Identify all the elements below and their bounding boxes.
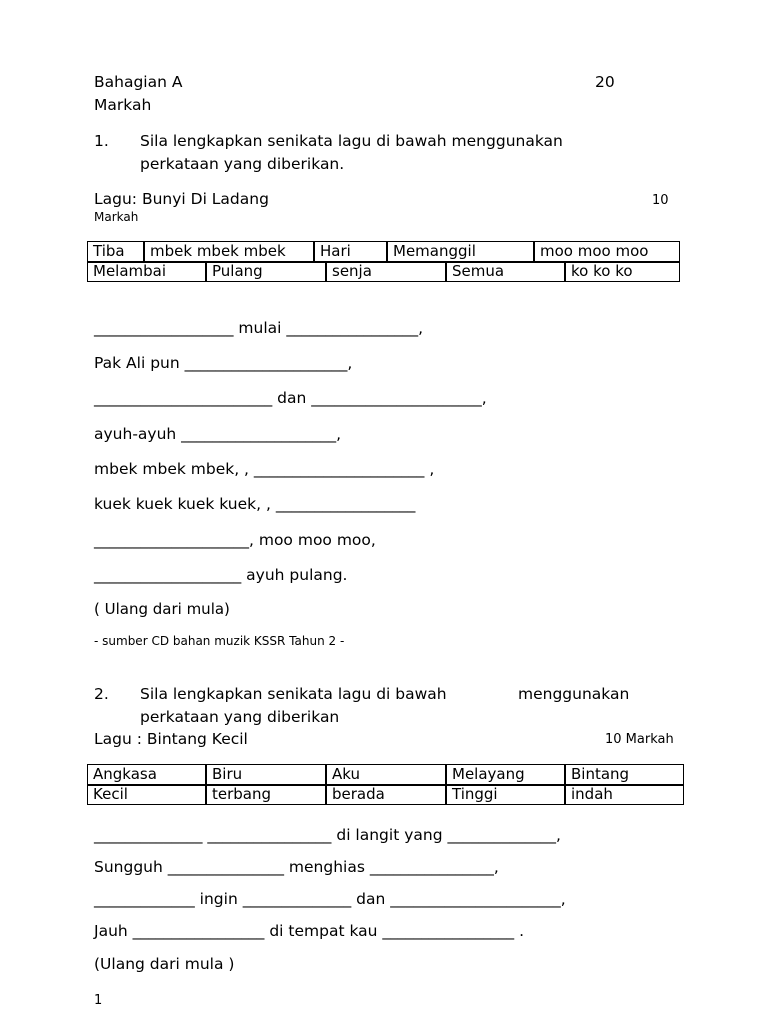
q1-marks-value: 10 [652, 193, 669, 208]
q1-instruction-line1: Sila lengkapkan senikata lagu di bawah menggunakan [140, 132, 563, 150]
q2-word-table [87, 764, 684, 805]
q1-instruction-line2: perkataan yang diberikan. [140, 155, 345, 173]
q1-repeat-note: ( Ulang dari mula) [94, 600, 230, 618]
q1-marks-label: Markah [94, 210, 139, 224]
q1-lyric-line[interactable]: ____________________, moo moo moo, [94, 531, 376, 549]
q2-word-cell: indah [571, 785, 613, 803]
q1-lyric-line[interactable]: Pak Ali pun _____________________, [94, 354, 353, 372]
q1-word-cell: moo moo moo [540, 242, 649, 260]
q2-instruction-line2: perkataan yang diberikan [140, 708, 340, 726]
q1-source-note: - sumber CD bahan muzik KSSR Tahun 2 - [94, 634, 345, 648]
q2-lyric-line[interactable]: Sungguh _______________ menghias ________________, [94, 858, 499, 876]
q2-marks: 10 Markah [605, 732, 674, 747]
q1-number: 1. [94, 132, 109, 150]
q1-lyric-line[interactable]: ___________________ ayuh pulang. [94, 566, 348, 584]
section-marks-value: 20 [595, 73, 615, 91]
q2-repeat-note: (Ulang dari mula ) [94, 955, 235, 973]
q2-lyric-line[interactable]: Jauh _________________ di tempat kau _________________ . [94, 922, 525, 940]
q1-lyric-line[interactable]: __________________ mulai _________________, [94, 319, 424, 337]
q2-lyric-line[interactable]: ______________ ________________ di langit yang ______________, [94, 826, 561, 844]
q1-word-cell: ko ko ko [571, 262, 633, 280]
q1-word-cell: mbek mbek mbek [150, 242, 286, 260]
q1-song-title: Lagu: Bunyi Di Ladang [94, 190, 269, 208]
q1-word-cell: Hari [320, 242, 351, 260]
q2-word-cell: Kecil [93, 785, 128, 803]
q1-word-cell: Memanggil [393, 242, 476, 260]
q2-lyric-line[interactable]: _____________ ingin ______________ dan ______________________, [94, 890, 566, 908]
q2-word-cell: Tinggi [452, 785, 498, 803]
q2-word-cell: Aku [332, 765, 360, 783]
q1-word-cell: senja [332, 262, 372, 280]
q1-word-cell: Semua [452, 262, 505, 280]
q1-lyric-line[interactable]: kuek kuek kuek kuek, , __________________ [94, 495, 416, 513]
q1-lyric-line[interactable]: ayuh-ayuh ____________________, [94, 425, 342, 443]
q2-word-cell: berada [332, 785, 385, 803]
section-marks-label: Markah [94, 96, 152, 114]
q1-word-cell: Melambai [93, 262, 167, 280]
q2-number: 2. [94, 685, 109, 703]
q1-lyric-line[interactable]: mbek mbek mbek, , ______________________ , [94, 460, 435, 478]
q2-word-cell: Melayang [452, 765, 525, 783]
section-title: Bahagian A [94, 73, 183, 91]
q2-word-cell: Bintang [571, 765, 630, 783]
q1-word-cell: Tiba [93, 242, 125, 260]
q2-instruction-part1: Sila lengkapkan senikata lagu di bawah [140, 685, 447, 703]
q2-word-cell: Angkasa [93, 765, 157, 783]
q2-instruction-part2: menggunakan [518, 685, 630, 703]
q1-word-cell: Pulang [212, 262, 263, 280]
q1-word-table [87, 241, 680, 282]
page-number: 1 [94, 993, 103, 1008]
q2-song-title: Lagu : Bintang Kecil [94, 730, 248, 748]
q2-word-cell: Biru [212, 765, 243, 783]
q2-word-cell: terbang [212, 785, 272, 803]
q1-lyric-line[interactable]: _______________________ dan ______________________, [94, 389, 487, 407]
